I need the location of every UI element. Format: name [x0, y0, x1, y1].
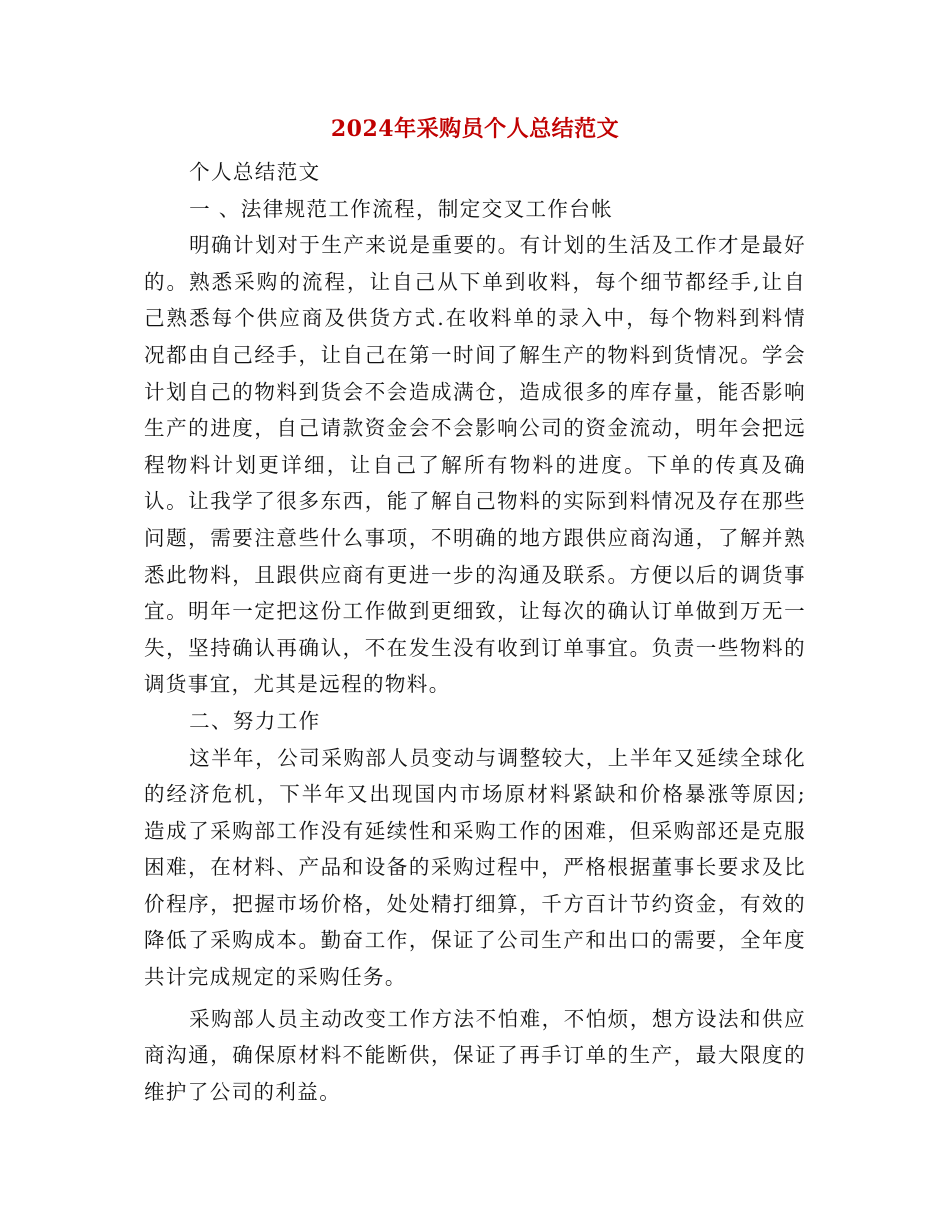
- section-heading-2: 二、努力工作: [189, 708, 321, 733]
- section-intro: 个人总结范文: [189, 160, 321, 184]
- body-paragraph-1: 明确计划对于生产来说是重要的。有计划的生活及工作才是最好的。熟悉采购的流程，让自己从下单到收料，每个细节都经手,让自己熟悉每个供应商及供货方式.在收料单的录入中，每个物料到料情况都由自己经手，让自己在第一时间了解生产的物料到货情况。学会计划自己的物料到货会不会造成满仓，造成很多的库存量，能否影响生产的进度，自己请款资金会不会影响公司的资金流动，明年会把远程物料计划更详细，让自己了解所有物料的进度。下单的传真及确认。让我学了很多东西，能了解自己物料的实际到料情况及存在那些问题，需要注意些什么事项，不明确的地方跟供应商沟通，了解并熟悉此物料，且跟供应商有更进一步的沟通及联系。方便以后的调货事宜。明年一定把这份工作做到更细致，让每次的确认订单做到万无一失，坚持确认再确认，不在发生没有收到订单事宜。负责一些物料的调货事宜，尤其是远程的物料。: [144, 233, 806, 697]
- document-title: 2024年采购员个人总结范文: [330, 116, 620, 142]
- document-body: [144, 154, 806, 1110]
- section-heading-1: 一 、法律规范工作流程，制定交叉工作台帐: [189, 196, 614, 221]
- body-paragraph-3: 采购部人员主动改变工作方法不怕难，不怕烦，想方设法和供应商沟通，确保原材料不能断供，保证了再手订单的生产，最大限度的维护了公司的利益。: [144, 1006, 806, 1104]
- body-paragraph-2: 这半年，公司采购部人员变动与调整较大，上半年又延续全球化的经济危机，下半年又出现国内市场原材料紧缺和价格暴涨等原因;造成了采购部工作没有延续性和采购工作的困难，但采购部还是克服困难，在材料、产品和设备的采购过程中，严格根据董事长要求及比价程序，把握市场价格，处处精打细算，千方百计节约资金，有效的降低了采购成本。勤奋工作，保证了公司生产和出口的需要，全年度共计完成规定的采购任务。: [144, 745, 806, 990]
